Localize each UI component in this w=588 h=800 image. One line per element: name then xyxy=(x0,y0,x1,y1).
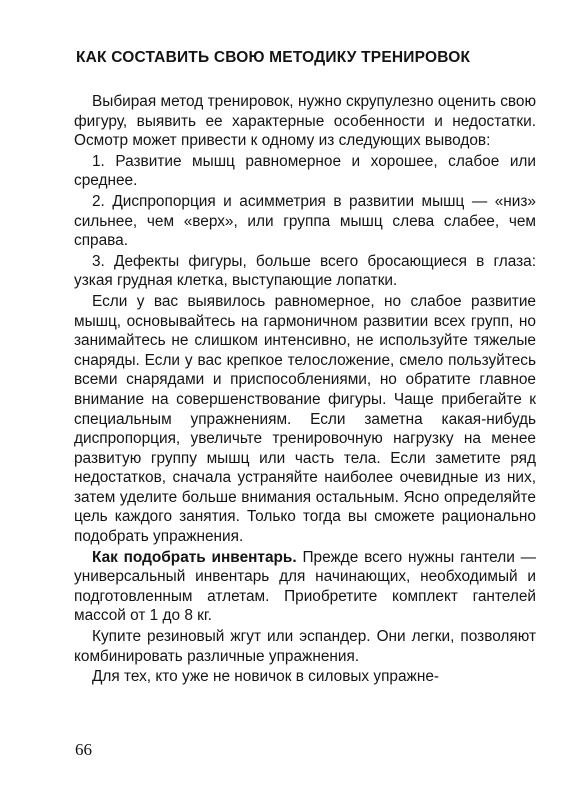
section-heading: КАК СОСТАВИТЬ СВОЮ МЕТОДИКУ ТРЕНИРОВОК xyxy=(76,49,471,66)
paragraph xyxy=(74,192,536,251)
paragraph-text: Выбирая метод тренировок, нужно скрупулезно оценить свою фигуру, выявить ее характерные особенности и недостатки. Осмотр может привести к одному из следующих выводов: xyxy=(74,93,536,150)
paragraph xyxy=(74,292,536,547)
paragraph-lead: Как подобрать инвентарь. xyxy=(92,548,297,566)
paragraph-text: Прежде всего нужны гантели — универсальный инвентарь для начинающих, необходимый и подготовленным атлетам. Приобретите комплект гантелей массой от 1 до 8 кг. xyxy=(74,548,536,625)
page-number: 66 xyxy=(75,740,92,759)
paragraph xyxy=(74,152,536,191)
paragraph xyxy=(74,548,536,626)
paragraph xyxy=(74,92,536,151)
paragraph xyxy=(74,627,536,666)
paragraph xyxy=(74,667,536,687)
paragraph-text: Для тех, кто уже не новичок в силовых упражне- xyxy=(92,668,440,686)
paragraph-text: Если у вас выявилось равномерное, но слабое развитие мышц, основывайтесь на гармоничном развитии всех групп, но занимайтесь не слишком интенсивно, не используйте тяжелые снаряды. Если у вас крепкое телосложение, смело пользуйтесь всеми снарядами и приспособлениями, но обратите главное внимание на совершенствование фигуры. Чаще прибегайте к специальным упражнениям. Если заметна какая-нибудь диспропорция, увеличьте тренировочную нагрузку на менее развитую группу мышц или часть тела. Если заметите ряд недостатков, сначала устраняйте наиболее очевидные из них, затем уделите больше внимания остальным. Ясно определяйте цель каждого занятия. Только тогда вы сможете рационально подобрать упражнения. xyxy=(74,292,536,546)
paragraph-text: 2. Диспропорция и асимметрия в развитии мышц — «низ» сильнее, чем «верх», или группа мышц слева слабее, чем справа. xyxy=(74,192,536,250)
paragraph-text: Купите резиновый жгут или эспандер. Они легки, позволяют комбинировать различные упражнения. xyxy=(74,628,536,665)
paragraph-text: 1. Развитие мышц равномерное и хорошее, слабое или среднее. xyxy=(74,152,536,190)
paragraph xyxy=(74,252,536,291)
page-body xyxy=(74,48,536,688)
paragraph-text: 3. Дефекты фигуры, больше всего бросающиеся в глаза: узкая грудная клетка, выступающие лопатки. xyxy=(74,252,536,290)
